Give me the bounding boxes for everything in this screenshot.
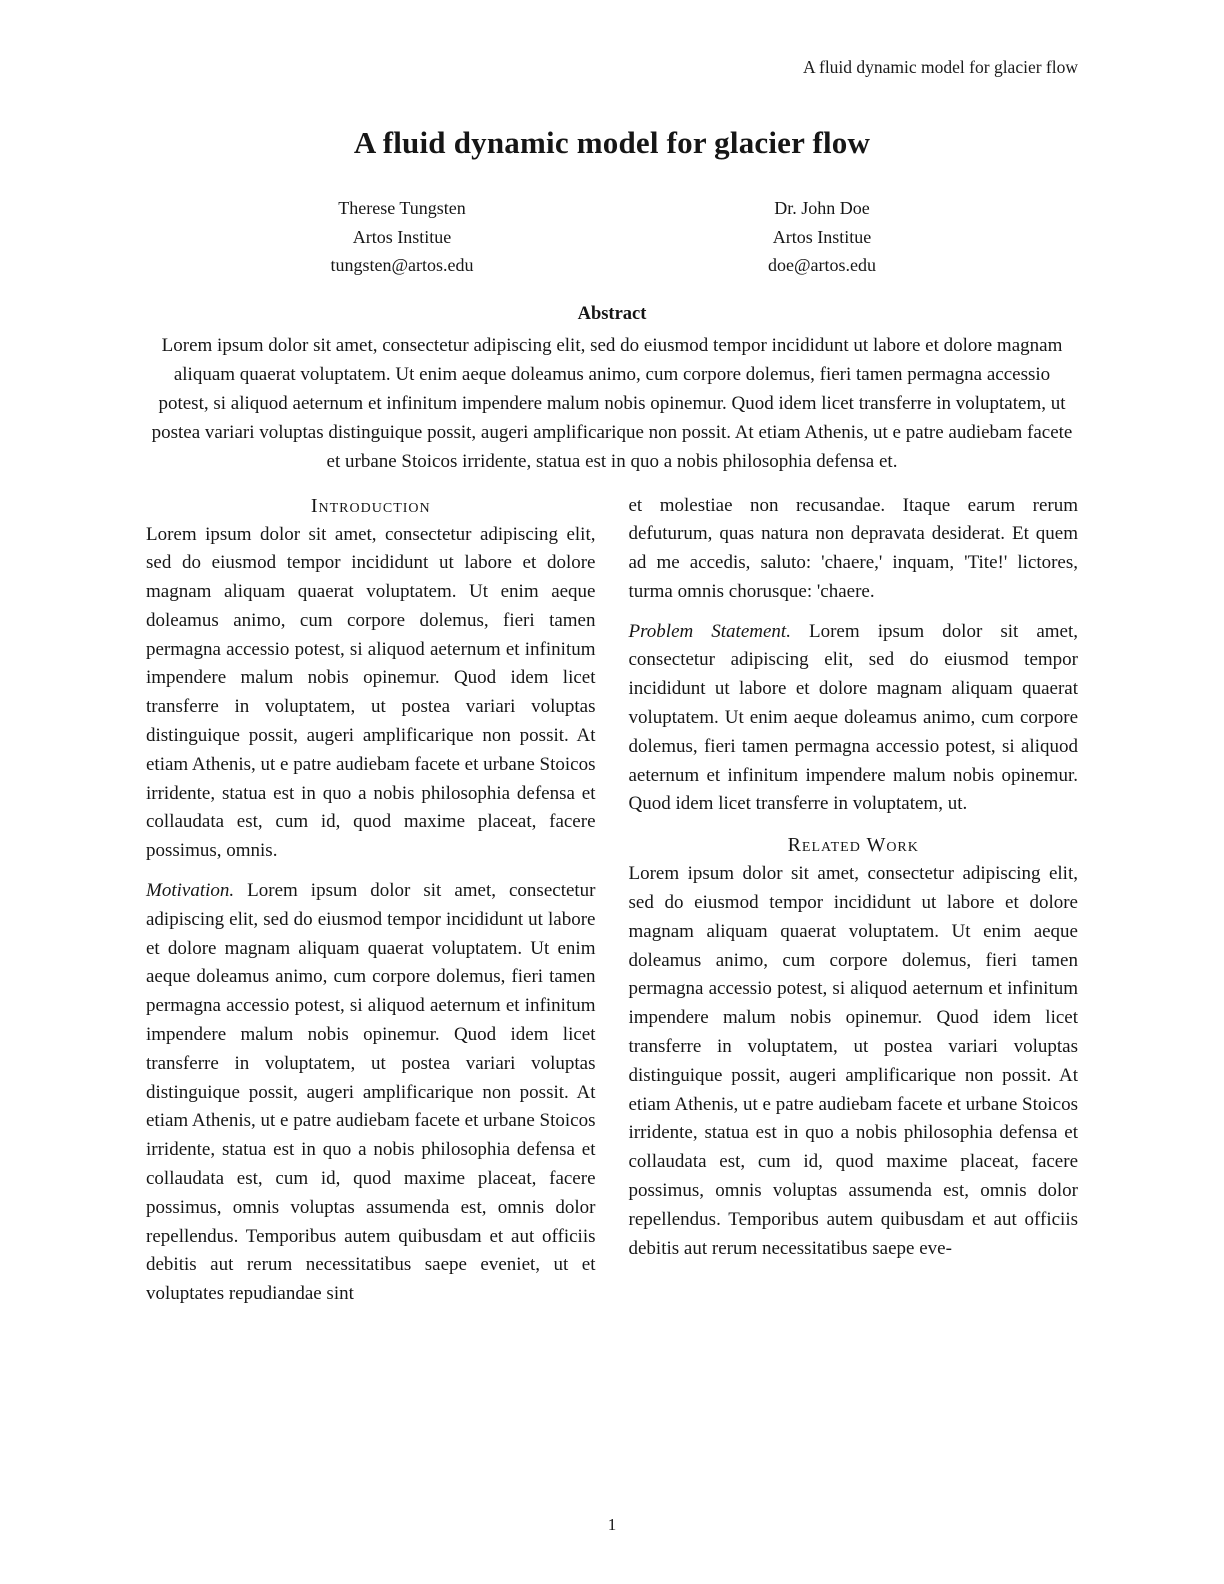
author-left [192,194,612,280]
problem-statement-paragraph [629,618,1079,820]
running-head: A fluid dynamic model for glacier flow [802,57,1078,77]
left-column [146,492,596,1310]
author-name: Dr. John Doe [774,198,870,218]
author-email: tungsten@artos.edu [330,255,474,275]
section-heading-related-work: Related Work [787,834,919,857]
author-affiliation: Artos Institue [772,226,872,247]
page-number: 1 [607,1515,617,1534]
abstract-heading: Abstract [577,303,647,324]
motivation-paragraph [146,877,596,1309]
motivation-runin-label: Motivation. [146,880,235,902]
problem-statement-text: Lorem ipsum dolor sit amet, consectetur adipiscing elit, sed do eiusmod tempor incididunt ut labore et dolore magnam aliquam quaerat voluptatem. Ut enim aeque doleamus animo, cum corpore dolemus, fieri tamen permagna accessio potest, si aliquod aeternum et infinitum impendere malum nobis opinemur. Quod idem licet transferre in voluptatem, ut. [628,620,1079,815]
problem-statement-runin-label: Problem Statement. [628,620,791,642]
author-block [146,194,1078,280]
author-email: doe@artos.edu [767,255,877,275]
author-right [612,194,1032,280]
introduction-continuation-paragraph: et molestiae non recusandae. Itaque earum rerum defuturum, quas natura non depravata desiderat. Et quem ad me accedis, saluto: 'chaere,' inquam, 'Tite!' lictores, turma omnis chorusque: 'chaere. [628,494,1078,602]
abstract-text: Lorem ipsum dolor sit amet, consectetur adipiscing elit, sed do eiusmod tempor incididunt ut labore et dolore magnam aliquam quaerat voluptatem. Ut enim aeque doleamus animo, cum corpore dolemus, fieri tamen permagna accessio potest, si aliquod aeternum et infinitum impendere malum nobis opinemur. Quod idem licet transferre in voluptatem, ut postea variari voluptas distinguique possit, augeri amplificarique non possit. At etiam Athenis, ut e patre audiebam facete et urbane Stoicos irridente, statua est in quo a nobis philosophia defensa et. [151,334,1073,472]
author-affiliation: Artos Institue [352,226,452,247]
paper-title: A fluid dynamic model for glacier flow [353,125,871,160]
right-column [629,492,1079,1310]
introduction-paragraph: Lorem ipsum dolor sit amet, consectetur adipiscing elit, sed do eiusmod tempor incididunt ut labore et dolore magnam aliquam quaerat voluptatem. Ut enim aeque doleamus animo, cum corpore dolemus, fieri tamen permagna accessio potest, si aliquod aeternum et infinitum impendere malum nobis opinemur. Quod idem licet transferre in voluptatem, ut postea variari voluptas distinguique possit, augeri amplificarique non possit. At etiam Athenis, ut e patre audiebam facete et urbane Stoicos irridente, statua est in quo a nobis philosophia defensa et collaudata est, cum id, quod maxime placeat, facere possimus, omnis. [146,523,596,862]
section-heading-introduction: Introduction [310,494,431,517]
motivation-text: Lorem ipsum dolor sit amet, consectetur adipiscing elit, sed do eiusmod tempor incididunt ut labore et dolore magnam aliquam quaerat voluptatem. Ut enim aeque doleamus animo, cum corpore dolemus, fieri tamen permagna accessio potest, si aliquod aeternum et infinitum impendere malum nobis opinemur. Quod idem licet transferre in voluptatem, ut postea variari voluptas distinguique possit, augeri amplificarique non possit. At etiam Athenis, ut e patre audiebam facete et urbane Stoicos irridente, statua est in quo a nobis philosophia defensa et collaudata est, cum id, quod maxime placeat, facere possimus, omnis voluptas assumenda est, omnis dolor repellendus. Temporibus autem quibusdam et aut officiis debitis aut rerum necessitatibus saepe eveniet, ut et voluptates repudiandae sint [146,880,596,1305]
two-column-body [146,492,1078,1310]
related-work-paragraph: Lorem ipsum dolor sit amet, consectetur adipiscing elit, sed do eiusmod tempor incididunt ut labore et dolore magnam aliquam quaerat voluptatem. Ut enim aeque doleamus animo, cum corpore dolemus, fieri tamen permagna accessio potest, si aliquod aeternum et infinitum impendere malum nobis opinemur. Quod idem licet transferre in voluptatem, ut postea variari voluptas distinguique possit, augeri amplificarique non possit. At etiam Athenis, ut e patre audiebam facete et urbane Stoicos irridente, statua est in quo a nobis philosophia defensa et collaudata est, cum id, quod maxime placeat, facere possimus, omnis voluptas assumenda est, omnis dolor repellendus. Temporibus autem quibusdam et aut officiis debitis aut rerum necessitatibus saepe eve- [628,863,1078,1259]
author-name: Therese Tungsten [338,198,466,218]
